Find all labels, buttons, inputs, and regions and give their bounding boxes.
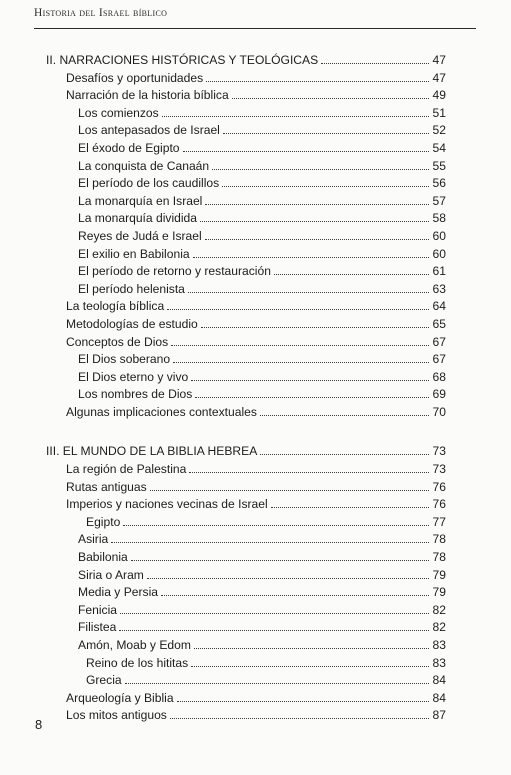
- toc-entry-label: El período de los caudillos: [78, 176, 220, 191]
- toc-entry-page: 57: [432, 193, 446, 208]
- dot-leader: [206, 71, 429, 82]
- toc-entry: [46, 479, 446, 497]
- dot-leader: [223, 123, 429, 134]
- toc-entry-page: 47: [432, 70, 446, 85]
- toc-entry-label: Arqueología y Biblia: [66, 690, 174, 705]
- toc-entry: [46, 246, 446, 264]
- toc-entry-label: El exilio en Babilonia: [78, 246, 190, 261]
- toc-entry-label: Imperios y naciones vecinas de Israel: [66, 497, 268, 512]
- dot-leader: [120, 603, 429, 614]
- toc-entry: [46, 404, 446, 422]
- toc-entry-page: 82: [432, 602, 446, 617]
- toc-entry-label: El Dios soberano: [78, 352, 171, 367]
- toc-entry-label: III. EL MUNDO DE LA BIBLIA HEBREA: [46, 444, 258, 459]
- toc-entry-page: 67: [432, 334, 446, 349]
- toc-entry: [46, 210, 446, 228]
- toc-entry-label: II. NARRACIONES HISTÓRICAS Y TEOLÓGICAS: [46, 53, 319, 67]
- toc-entry-label: Reyes de Judá e Israel: [78, 228, 202, 243]
- toc-entry-label: Los antepasados de Israel: [78, 123, 220, 138]
- dot-leader: [232, 88, 429, 99]
- toc-entry-page: 55: [432, 158, 446, 173]
- toc-entry-label: Rutas antiguas: [66, 479, 147, 494]
- toc-entry: [46, 567, 446, 585]
- dot-leader: [171, 335, 429, 346]
- dot-leader: [119, 620, 429, 631]
- dot-leader: [131, 550, 429, 561]
- toc-entry-page: 76: [432, 497, 446, 512]
- toc-entry-label: Los comienzos: [78, 105, 159, 120]
- dot-leader: [201, 317, 429, 328]
- toc-entry: [46, 531, 446, 549]
- toc-entry-label: Asiria: [78, 532, 109, 547]
- toc-entry: [46, 70, 446, 88]
- toc-entry: [46, 461, 446, 479]
- toc-entry: [46, 496, 446, 514]
- toc-entry-label: La conquista de Canaán: [78, 158, 210, 173]
- toc-chapter-entry: [46, 443, 446, 461]
- dot-leader: [191, 370, 429, 381]
- toc-entry: [46, 386, 446, 404]
- toc-entry: [46, 263, 446, 281]
- toc-entry-label: Babilonia: [78, 550, 128, 565]
- dot-leader: [167, 299, 429, 310]
- dot-leader: [161, 585, 429, 596]
- dot-leader: [189, 462, 429, 473]
- toc-entry-label: La región de Palestina: [66, 462, 187, 477]
- toc-entry-label: Narración de la historia bíblica: [66, 88, 229, 103]
- toc-entry-page: 77: [432, 514, 446, 529]
- dot-leader: [170, 708, 429, 719]
- toc-entry-label: Fenicia: [78, 602, 117, 617]
- dot-leader: [111, 532, 429, 543]
- toc-entry-label: La monarquía en Israel: [78, 193, 203, 208]
- toc-entry-label: Siria o Aram: [78, 567, 144, 582]
- toc-entry: [46, 105, 446, 123]
- dot-leader: [200, 211, 429, 222]
- toc-entry-page: 68: [432, 369, 446, 384]
- toc-entry-label: Desafíos y oportunidades: [66, 70, 204, 85]
- toc-entry-page: 60: [432, 246, 446, 261]
- toc-entry: [46, 602, 446, 620]
- dot-leader: [260, 444, 429, 455]
- toc-entry-page: 61: [432, 264, 446, 279]
- dot-leader: [183, 141, 429, 152]
- toc-entry: [46, 158, 446, 176]
- dot-leader: [123, 515, 429, 526]
- toc-entry-label: Egipto: [86, 514, 121, 529]
- toc-entry: [46, 228, 446, 246]
- toc-entry: [46, 584, 446, 602]
- toc-entry-page: 70: [432, 404, 446, 419]
- toc-entry-page: 83: [432, 638, 446, 652]
- toc-entry-label: Reino de los hititas: [86, 655, 189, 670]
- toc-chapter-entry: [46, 52, 446, 70]
- toc-entry-page: 47: [432, 53, 446, 67]
- toc-entry-page: 76: [432, 479, 446, 494]
- toc-entry: [46, 281, 446, 299]
- dot-leader: [162, 106, 429, 117]
- toc-entry-label: Metodologías de estudio: [66, 316, 198, 331]
- toc-entry: [46, 514, 446, 532]
- toc-entry-page: 67: [432, 352, 446, 367]
- toc-entry-label: El éxodo de Egipto: [78, 140, 180, 155]
- toc-entry-page: 52: [432, 123, 446, 138]
- toc-entry-page: 49: [432, 88, 446, 103]
- toc-entry-page: 60: [432, 228, 446, 243]
- toc-entry: [46, 707, 446, 725]
- toc-entry: [46, 690, 446, 708]
- toc-entry-label: Grecia: [86, 673, 122, 688]
- toc-entry-page: 78: [432, 532, 446, 547]
- toc-entry: [46, 175, 446, 193]
- toc-entry-page: 84: [432, 690, 446, 705]
- toc-entry: [46, 140, 446, 158]
- toc-entry: [46, 619, 446, 637]
- toc-entry-page: 83: [432, 655, 446, 670]
- dot-leader: [321, 53, 429, 64]
- dot-leader: [222, 176, 429, 187]
- dot-leader: [150, 480, 429, 491]
- toc-entry-label: Los mitos antiguos: [66, 708, 167, 723]
- toc-entry-page: 69: [432, 387, 446, 402]
- toc-entry-label: Media y Persia: [78, 585, 158, 600]
- toc-entry-page: 84: [432, 673, 446, 688]
- dot-leader: [188, 282, 429, 293]
- toc-entry-page: 51: [432, 105, 446, 120]
- dot-leader: [191, 656, 429, 667]
- toc-entry-label: La teología bíblica: [66, 299, 165, 314]
- dot-leader: [125, 673, 429, 684]
- toc-entry: [46, 122, 446, 140]
- toc-entry-label: Conceptos de Dios: [66, 334, 169, 349]
- toc-entry: [46, 672, 446, 690]
- page-number: 8: [35, 717, 43, 732]
- dot-leader: [271, 497, 429, 508]
- toc-entry-page: 73: [432, 444, 446, 459]
- toc-entry: [46, 655, 446, 673]
- table-of-contents: [46, 52, 446, 725]
- dot-leader: [194, 638, 429, 649]
- toc-entry-page: 64: [432, 299, 446, 314]
- running-head: Historia del Israel bíblico: [34, 7, 168, 19]
- toc-entry-label: Filistea: [78, 620, 117, 635]
- toc-entry-page: 58: [432, 211, 446, 226]
- dot-leader: [147, 568, 429, 579]
- dot-leader: [212, 159, 429, 170]
- toc-entry-page: 54: [432, 140, 446, 155]
- toc-entry-page: 87: [432, 708, 446, 723]
- toc-entry-label: Los nombres de Dios: [78, 387, 193, 402]
- toc-entry-label: El Dios eterno y vivo: [78, 369, 189, 384]
- toc-section: [46, 443, 446, 725]
- toc-section: [46, 52, 446, 421]
- toc-entry: [46, 298, 446, 316]
- dot-leader: [205, 229, 429, 240]
- toc-entry-label: Algunas implicaciones contextuales: [66, 404, 257, 419]
- dot-leader: [193, 247, 429, 258]
- toc-entry-label: Amón, Moab y Edom: [78, 638, 191, 652]
- toc-entry-page: 79: [432, 567, 446, 582]
- toc-entry-label: El período helenista: [78, 281, 185, 296]
- toc-entry-page: 73: [432, 462, 446, 477]
- toc-entry: [46, 351, 446, 369]
- toc-entry-page: 78: [432, 550, 446, 565]
- dot-leader: [205, 194, 429, 205]
- toc-entry-page: 56: [432, 176, 446, 191]
- toc-entry-label: El período de retorno y restauración: [78, 264, 271, 279]
- dot-leader: [260, 405, 429, 416]
- header-rule: [34, 28, 476, 29]
- dot-leader: [173, 352, 429, 363]
- toc-entry: [46, 87, 446, 105]
- toc-entry: [46, 316, 446, 334]
- toc-entry: [46, 334, 446, 352]
- dot-leader: [177, 691, 429, 702]
- toc-entry: [46, 637, 446, 655]
- dot-leader: [274, 264, 429, 275]
- toc-entry-page: 79: [432, 585, 446, 600]
- toc-entry-label: La monarquía dividida: [78, 211, 198, 226]
- toc-entry: [46, 369, 446, 387]
- toc-entry-page: 65: [432, 316, 446, 331]
- dot-leader: [195, 387, 429, 398]
- toc-entry-page: 82: [432, 620, 446, 635]
- toc-entry: [46, 193, 446, 211]
- toc-entry-page: 63: [432, 281, 446, 296]
- toc-entry: [46, 549, 446, 567]
